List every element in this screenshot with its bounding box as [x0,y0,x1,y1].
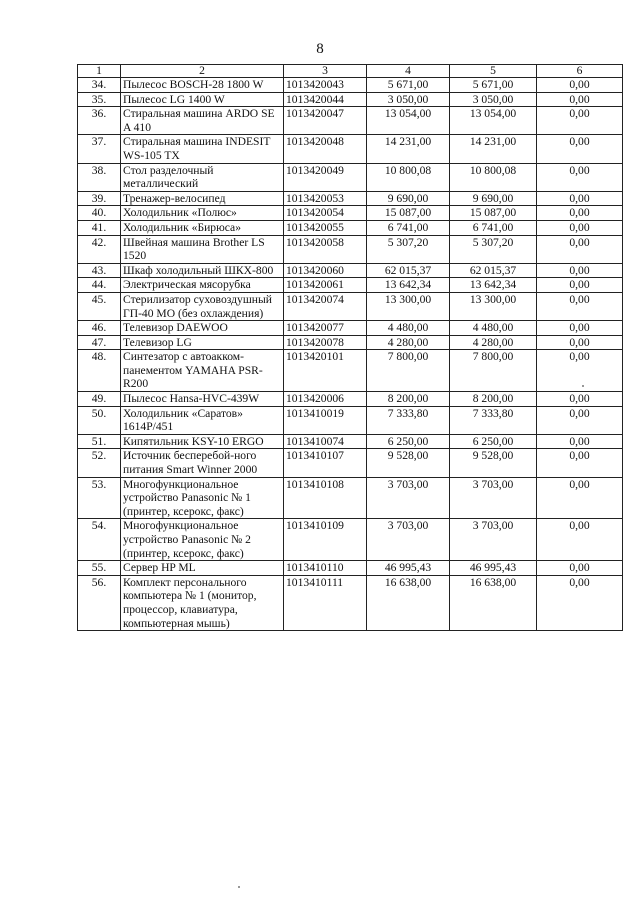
depreciation: 5 671,00 [450,78,537,93]
table-row [78,191,623,206]
row-number: 47. [78,335,121,350]
row-number: 49. [78,392,121,407]
depreciation: 5 307,20 [450,235,537,263]
row-number: 36. [78,107,121,135]
residual-value: 0,00 [537,350,623,392]
item-name: Синтезатор с автоакком-панементом YAMAHA PSR-R200 [121,350,284,392]
table-row [78,321,623,336]
row-number: 41. [78,220,121,235]
initial-cost: 9 690,00 [367,191,450,206]
item-name: Телевизор DAEWOO [121,321,284,336]
initial-cost: 7 800,00 [367,350,450,392]
inventory-table-body [78,65,623,631]
inventory-number: 1013420101 [284,350,367,392]
table-row [78,392,623,407]
item-name: Швейная машина Brother LS 1520 [121,235,284,263]
depreciation: 3 703,00 [450,519,537,561]
item-name: Сервер HP ML [121,561,284,576]
inventory-number: 1013420053 [284,191,367,206]
column-number: 6 [537,65,623,78]
depreciation: 15 087,00 [450,206,537,221]
initial-cost: 14 231,00 [367,135,450,163]
row-number: 38. [78,163,121,191]
residual-value: 0,00 [537,235,623,263]
item-name: Холодильник «Саратов» 1614Р/451 [121,406,284,434]
initial-cost: 3 703,00 [367,519,450,561]
residual-value: 0,00 [537,163,623,191]
residual-value: 0,00 [537,220,623,235]
table-row [78,78,623,93]
residual-value: 0,00 [537,263,623,278]
initial-cost: 5 671,00 [367,78,450,93]
inventory-number: 1013420006 [284,392,367,407]
item-name: Тренажер-велосипед [121,191,284,206]
initial-cost: 5 307,20 [367,235,450,263]
residual-value: 0,00 [537,78,623,93]
initial-cost: 3 050,00 [367,92,450,107]
item-name: Шкаф холодильный ШКХ-800 [121,263,284,278]
table-row [78,350,623,392]
residual-value: 0,00 [537,107,623,135]
item-name: Холодильник «Полюс» [121,206,284,221]
residual-value: 0,00 [537,392,623,407]
inventory-number: 1013420078 [284,335,367,350]
inventory-number: 1013410110 [284,561,367,576]
initial-cost: 46 995,43 [367,561,450,576]
row-number: 54. [78,519,121,561]
initial-cost: 7 333,80 [367,406,450,434]
column-number: 5 [450,65,537,78]
item-name: Многофункциональное устройство Panasonic № 1 (принтер, ксерокс, факс) [121,477,284,519]
residual-value: 0,00 [537,292,623,320]
inventory-number: 1013420048 [284,135,367,163]
table-row [78,135,623,163]
depreciation: 9 690,00 [450,191,537,206]
initial-cost: 10 800,08 [367,163,450,191]
depreciation: 7 800,00 [450,350,537,392]
inventory-number: 1013420061 [284,278,367,293]
residual-value: 0,00 [537,135,623,163]
depreciation: 13 642,34 [450,278,537,293]
item-name: Пылесос Hansa-HVC-439W [121,392,284,407]
initial-cost: 13 300,00 [367,292,450,320]
inventory-number: 1013420049 [284,163,367,191]
column-number-row [78,65,623,78]
table-row [78,561,623,576]
item-name: Стол разделочный металлический [121,163,284,191]
item-name: Телевизор LG [121,335,284,350]
initial-cost: 16 638,00 [367,575,450,630]
item-name: Комплект персонального компьютера № 1 (монитор, процессор, клавиатура, компьютерная мышь) [121,575,284,630]
table-row [78,477,623,519]
depreciation: 6 741,00 [450,220,537,235]
residual-value: 0,00 [537,191,623,206]
row-number: 55. [78,561,121,576]
residual-value: 0,00 [537,575,623,630]
inventory-number: 1013420074 [284,292,367,320]
initial-cost: 62 015,37 [367,263,450,278]
depreciation: 4 480,00 [450,321,537,336]
table-row [78,575,623,630]
item-name: Электрическая мясорубка [121,278,284,293]
inventory-number: 1013420054 [284,206,367,221]
table-row [78,107,623,135]
inventory-number: 1013420060 [284,263,367,278]
table-row [78,220,623,235]
depreciation: 4 280,00 [450,335,537,350]
row-number: 51. [78,434,121,449]
table-row [78,263,623,278]
depreciation: 7 333,80 [450,406,537,434]
column-number: 2 [121,65,284,78]
row-number: 50. [78,406,121,434]
residual-value: 0,00 [537,561,623,576]
table-row [78,92,623,107]
depreciation: 6 250,00 [450,434,537,449]
row-number: 44. [78,278,121,293]
inventory-table [77,64,623,631]
residual-value: 0,00 [537,206,623,221]
row-number: 45. [78,292,121,320]
inventory-number: 1013420058 [284,235,367,263]
item-name: Холодильник «Бирюса» [121,220,284,235]
row-number: 48. [78,350,121,392]
depreciation: 13 300,00 [450,292,537,320]
inventory-number: 1013420047 [284,107,367,135]
row-number: 43. [78,263,121,278]
initial-cost: 4 280,00 [367,335,450,350]
row-number: 35. [78,92,121,107]
residual-value: 0,00 [537,321,623,336]
scan-speck [238,886,240,888]
inventory-number: 1013420044 [284,92,367,107]
scan-speck [582,385,584,387]
depreciation: 3 703,00 [450,477,537,519]
initial-cost: 13 642,34 [367,278,450,293]
column-number: 4 [367,65,450,78]
initial-cost: 6 250,00 [367,434,450,449]
table-row [78,292,623,320]
residual-value: 0,00 [537,519,623,561]
table-row [78,519,623,561]
initial-cost: 4 480,00 [367,321,450,336]
depreciation: 8 200,00 [450,392,537,407]
row-number: 39. [78,191,121,206]
initial-cost: 3 703,00 [367,477,450,519]
initial-cost: 13 054,00 [367,107,450,135]
row-number: 53. [78,477,121,519]
table-row [78,235,623,263]
row-number: 40. [78,206,121,221]
table-row [78,206,623,221]
table-row [78,406,623,434]
table-row [78,163,623,191]
item-name: Многофункциональное устройство Panasonic № 2 (принтер, ксерокс, факс) [121,519,284,561]
item-name: Стиральная машина ARDO SE A 410 [121,107,284,135]
item-name: Источник бесперебой-ного питания Smart Winner 2000 [121,449,284,477]
table-row [78,335,623,350]
row-number: 46. [78,321,121,336]
initial-cost: 8 200,00 [367,392,450,407]
row-number: 56. [78,575,121,630]
depreciation: 16 638,00 [450,575,537,630]
inventory-number: 1013410074 [284,434,367,449]
item-name: Кипятильник KSY-10 ERGO [121,434,284,449]
residual-value: 0,00 [537,278,623,293]
row-number: 42. [78,235,121,263]
item-name: Стиральная машина INDESIT WS-105 TX [121,135,284,163]
inventory-number: 1013420077 [284,321,367,336]
residual-value: 0,00 [537,92,623,107]
row-number: 52. [78,449,121,477]
depreciation: 9 528,00 [450,449,537,477]
initial-cost: 9 528,00 [367,449,450,477]
depreciation: 62 015,37 [450,263,537,278]
item-name: Пылесос LG 1400 W [121,92,284,107]
residual-value: 0,00 [537,335,623,350]
inventory-number: 1013420043 [284,78,367,93]
column-number: 3 [284,65,367,78]
table-row [78,278,623,293]
residual-value: 0,00 [537,477,623,519]
row-number: 34. [78,78,121,93]
initial-cost: 6 741,00 [367,220,450,235]
inventory-number: 1013410107 [284,449,367,477]
table-row [78,449,623,477]
depreciation: 46 995,43 [450,561,537,576]
inventory-number: 1013410109 [284,519,367,561]
row-number: 37. [78,135,121,163]
inventory-number: 1013410019 [284,406,367,434]
depreciation: 10 800,08 [450,163,537,191]
depreciation: 14 231,00 [450,135,537,163]
column-number: 1 [78,65,121,78]
inventory-number: 1013410111 [284,575,367,630]
table-row [78,434,623,449]
inventory-number: 1013410108 [284,477,367,519]
residual-value: 0,00 [537,406,623,434]
residual-value: 0,00 [537,434,623,449]
depreciation: 13 054,00 [450,107,537,135]
depreciation: 3 050,00 [450,92,537,107]
residual-value: 0,00 [537,449,623,477]
item-name: Стерилизатор суховоздушный ГП-40 МО (без охлаждения) [121,292,284,320]
page-number: 8 [316,41,324,57]
inventory-number: 1013420055 [284,220,367,235]
item-name: Пылесос BOSCH-28 1800 W [121,78,284,93]
initial-cost: 15 087,00 [367,206,450,221]
